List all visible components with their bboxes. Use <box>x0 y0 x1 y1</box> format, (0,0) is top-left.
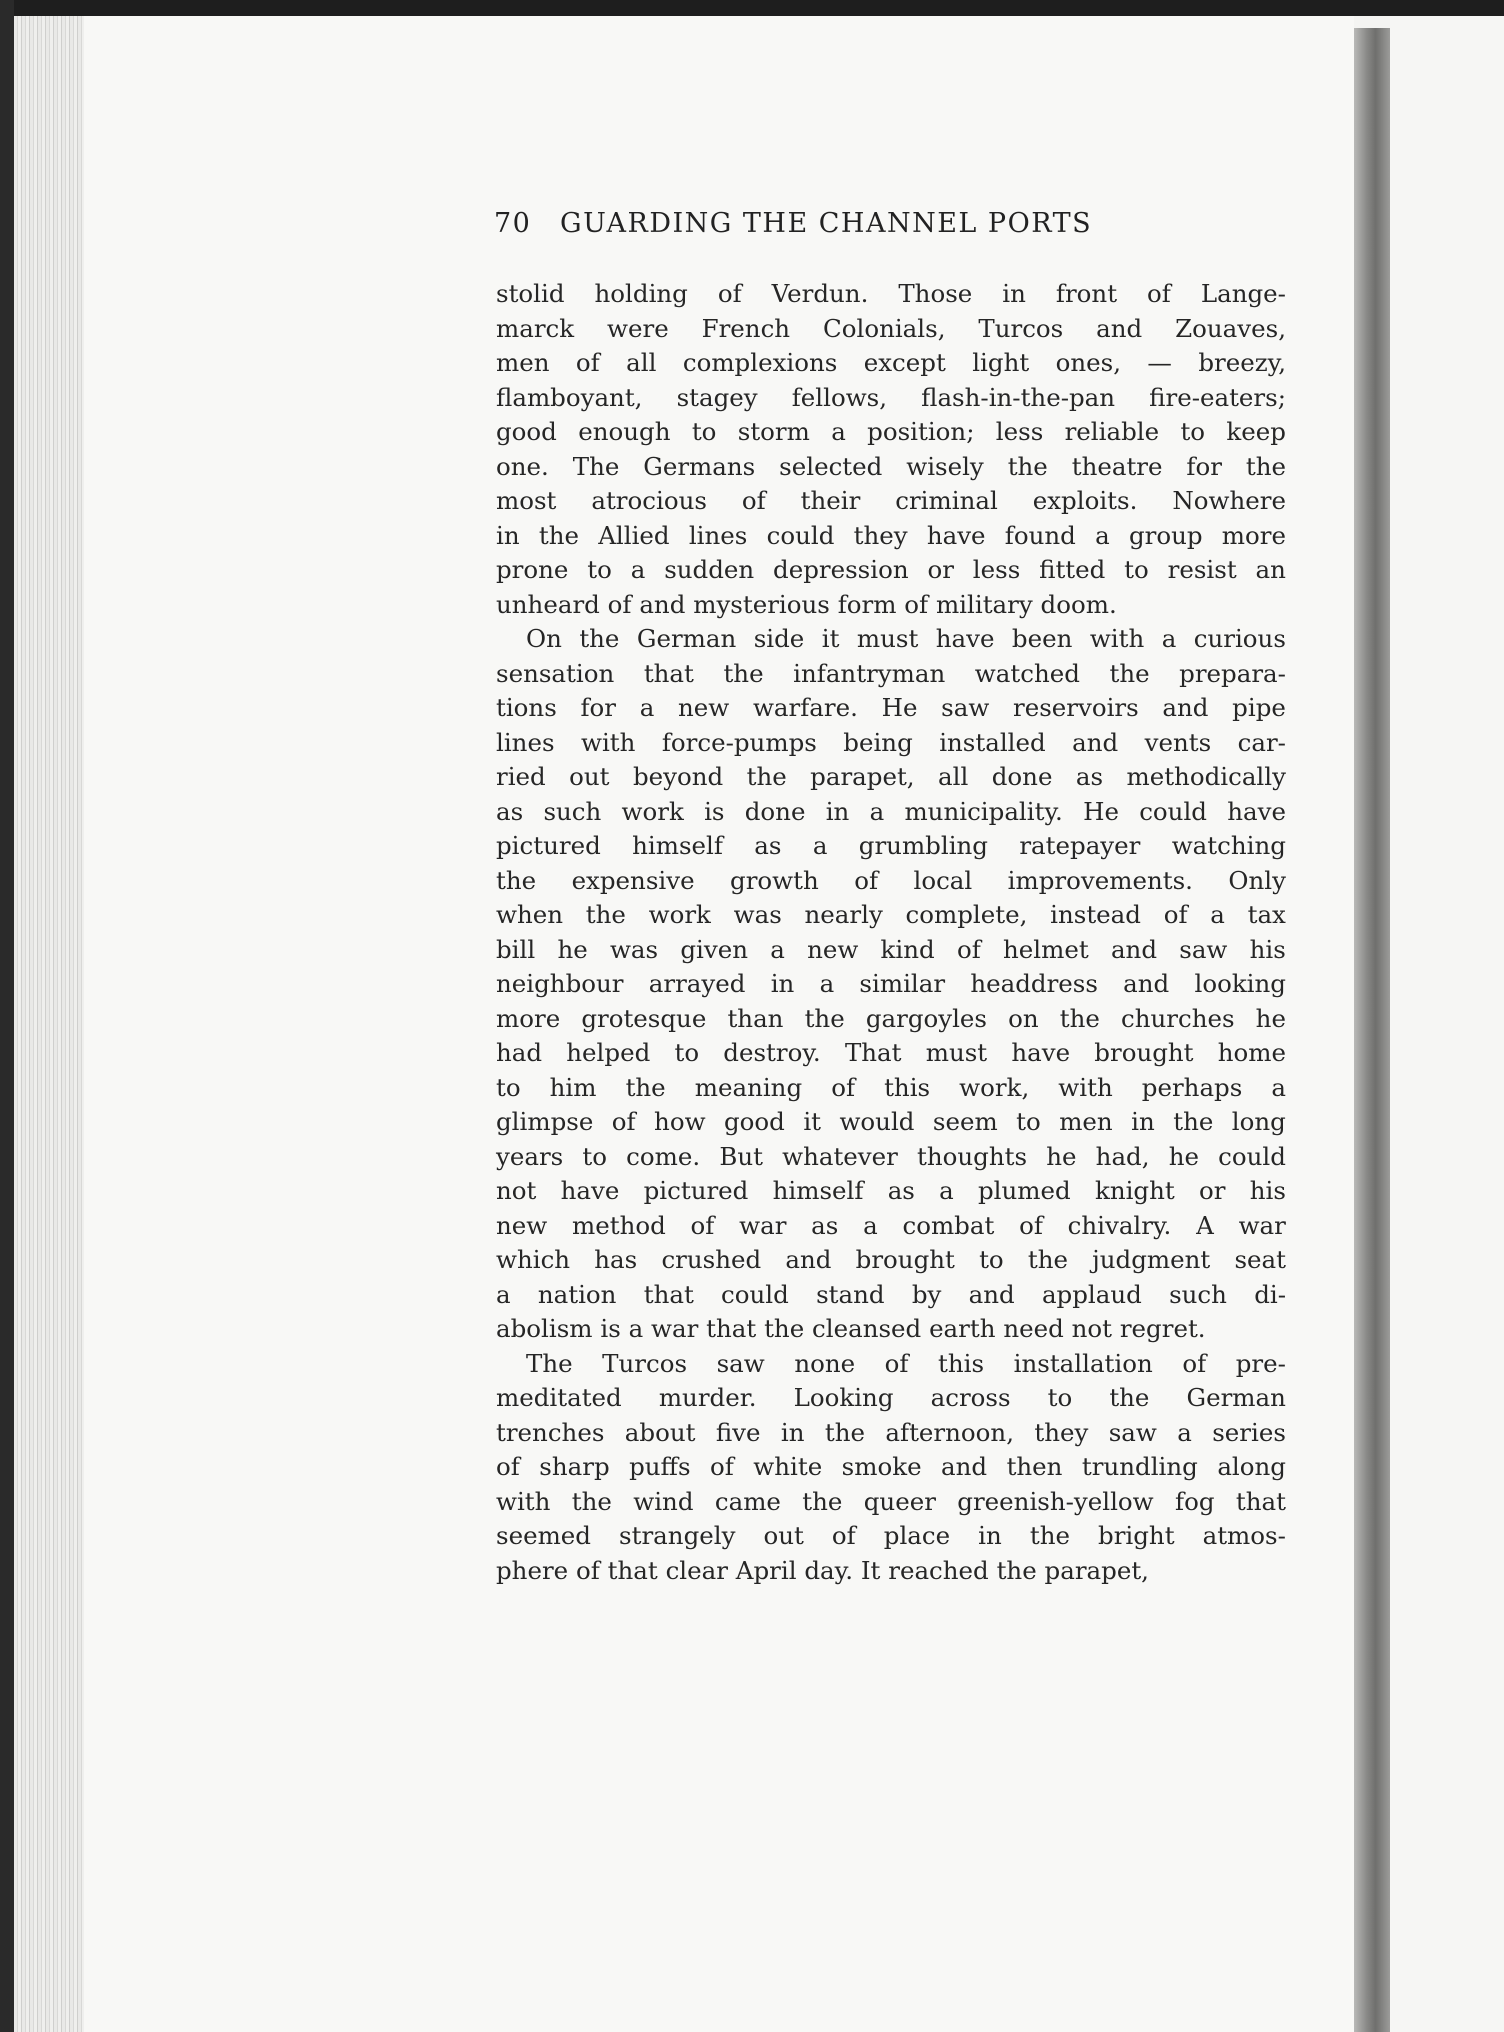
text-line: which has crushed and brought to the judgment seat <box>496 1245 1286 1274</box>
scan-left-edge <box>0 0 14 2032</box>
text-line: when the work was nearly complete, instead of a tax <box>496 900 1286 929</box>
text-line: trenches about five in the afternoon, they saw a series <box>496 1417 1286 1447</box>
text-line: the expensive growth of local improvements. Only <box>496 865 1286 895</box>
text-line: stolid holding of Verdun. Those in front of Lange- <box>496 279 1286 308</box>
text-line: a nation that could stand by and applaud such di- <box>496 1279 1286 1309</box>
text-line: in the Allied lines could they have found a group more <box>496 520 1286 550</box>
stacked-page-edges <box>14 16 84 2032</box>
paragraph <box>496 277 1286 622</box>
text-line: more grotesque than the gargoyles on the churches he <box>496 1003 1286 1033</box>
text-line: neighbour arrayed in a similar headdress and looking <box>496 969 1286 998</box>
text-line: ried out beyond the parapet, all done as methodically <box>496 762 1286 791</box>
text-line: new method of war as a combat of chivalry. A war <box>496 1210 1286 1240</box>
paragraph <box>496 1347 1286 1589</box>
text-line: lines with force-pumps being installed and vents car- <box>496 727 1286 757</box>
text-line: unheard of and mysterious form of military doom. <box>496 589 1117 619</box>
text-line: flamboyant, stagey fellows, flash-in-the-pan fire-eaters; <box>496 382 1286 412</box>
text-line: pictured himself as a grumbling ratepayer watching <box>496 831 1286 860</box>
text-line: On the German side it must have been with a curious <box>526 624 1286 653</box>
text-line: glimpse of how good it would seem to men in the long <box>496 1107 1286 1136</box>
paragraph <box>496 622 1286 1347</box>
text-line: had helped to destroy. That must have brought home <box>496 1038 1286 1067</box>
text-line: as such work is done in a municipality. He could have <box>496 796 1286 826</box>
text-line: years to come. But whatever thoughts he had, he could <box>496 1141 1286 1171</box>
running-title: GUARDING THE CHANNEL PORTS <box>560 208 1093 239</box>
page-number: 70 <box>494 208 532 239</box>
text-line: bill he was given a new kind of helmet and saw his <box>496 934 1286 964</box>
body-text <box>496 277 1286 1588</box>
scan-top-edge <box>0 0 1504 16</box>
text-line: seemed strangely out of place in the bright atmos- <box>496 1521 1286 1550</box>
text-line: of sharp puffs of white smoke and then trundling along <box>496 1452 1286 1481</box>
text-line: to him the meaning of this work, with perhaps a <box>496 1072 1286 1102</box>
text-line: marck were French Colonials, Turcos and Zouaves, <box>496 313 1286 343</box>
text-line: The Turcos saw none of this installation of pre- <box>526 1348 1286 1378</box>
running-head <box>494 208 1294 239</box>
text-line: with the wind came the queer greenish-yellow fog that <box>496 1486 1286 1516</box>
text-line: not have pictured himself as a plumed knight or his <box>496 1176 1286 1205</box>
text-line: prone to a sudden depression or less fitted to resist an <box>496 555 1286 584</box>
text-line: most atrocious of their criminal exploits. Nowhere <box>496 486 1286 515</box>
text-line: abolism is a war that the cleansed earth need not regret. <box>496 1314 1206 1343</box>
text-line: phere of that clear April day. It reached the parapet, <box>496 1555 1149 1585</box>
text-line: meditated murder. Looking across to the German <box>496 1383 1286 1412</box>
text-line: good enough to storm a position; less reliable to keep <box>496 417 1286 446</box>
text-line: one. The Germans selected wisely the theatre for the <box>496 451 1286 481</box>
gutter-shadow <box>1354 28 1390 2032</box>
text-line: men of all complexions except light ones, — breezy, <box>496 348 1286 377</box>
facing-page-edge <box>1390 16 1504 2032</box>
text-line: sensation that the infantryman watched the prepara- <box>496 658 1286 688</box>
text-line: tions for a new warfare. He saw reservoirs and pipe <box>496 693 1286 722</box>
